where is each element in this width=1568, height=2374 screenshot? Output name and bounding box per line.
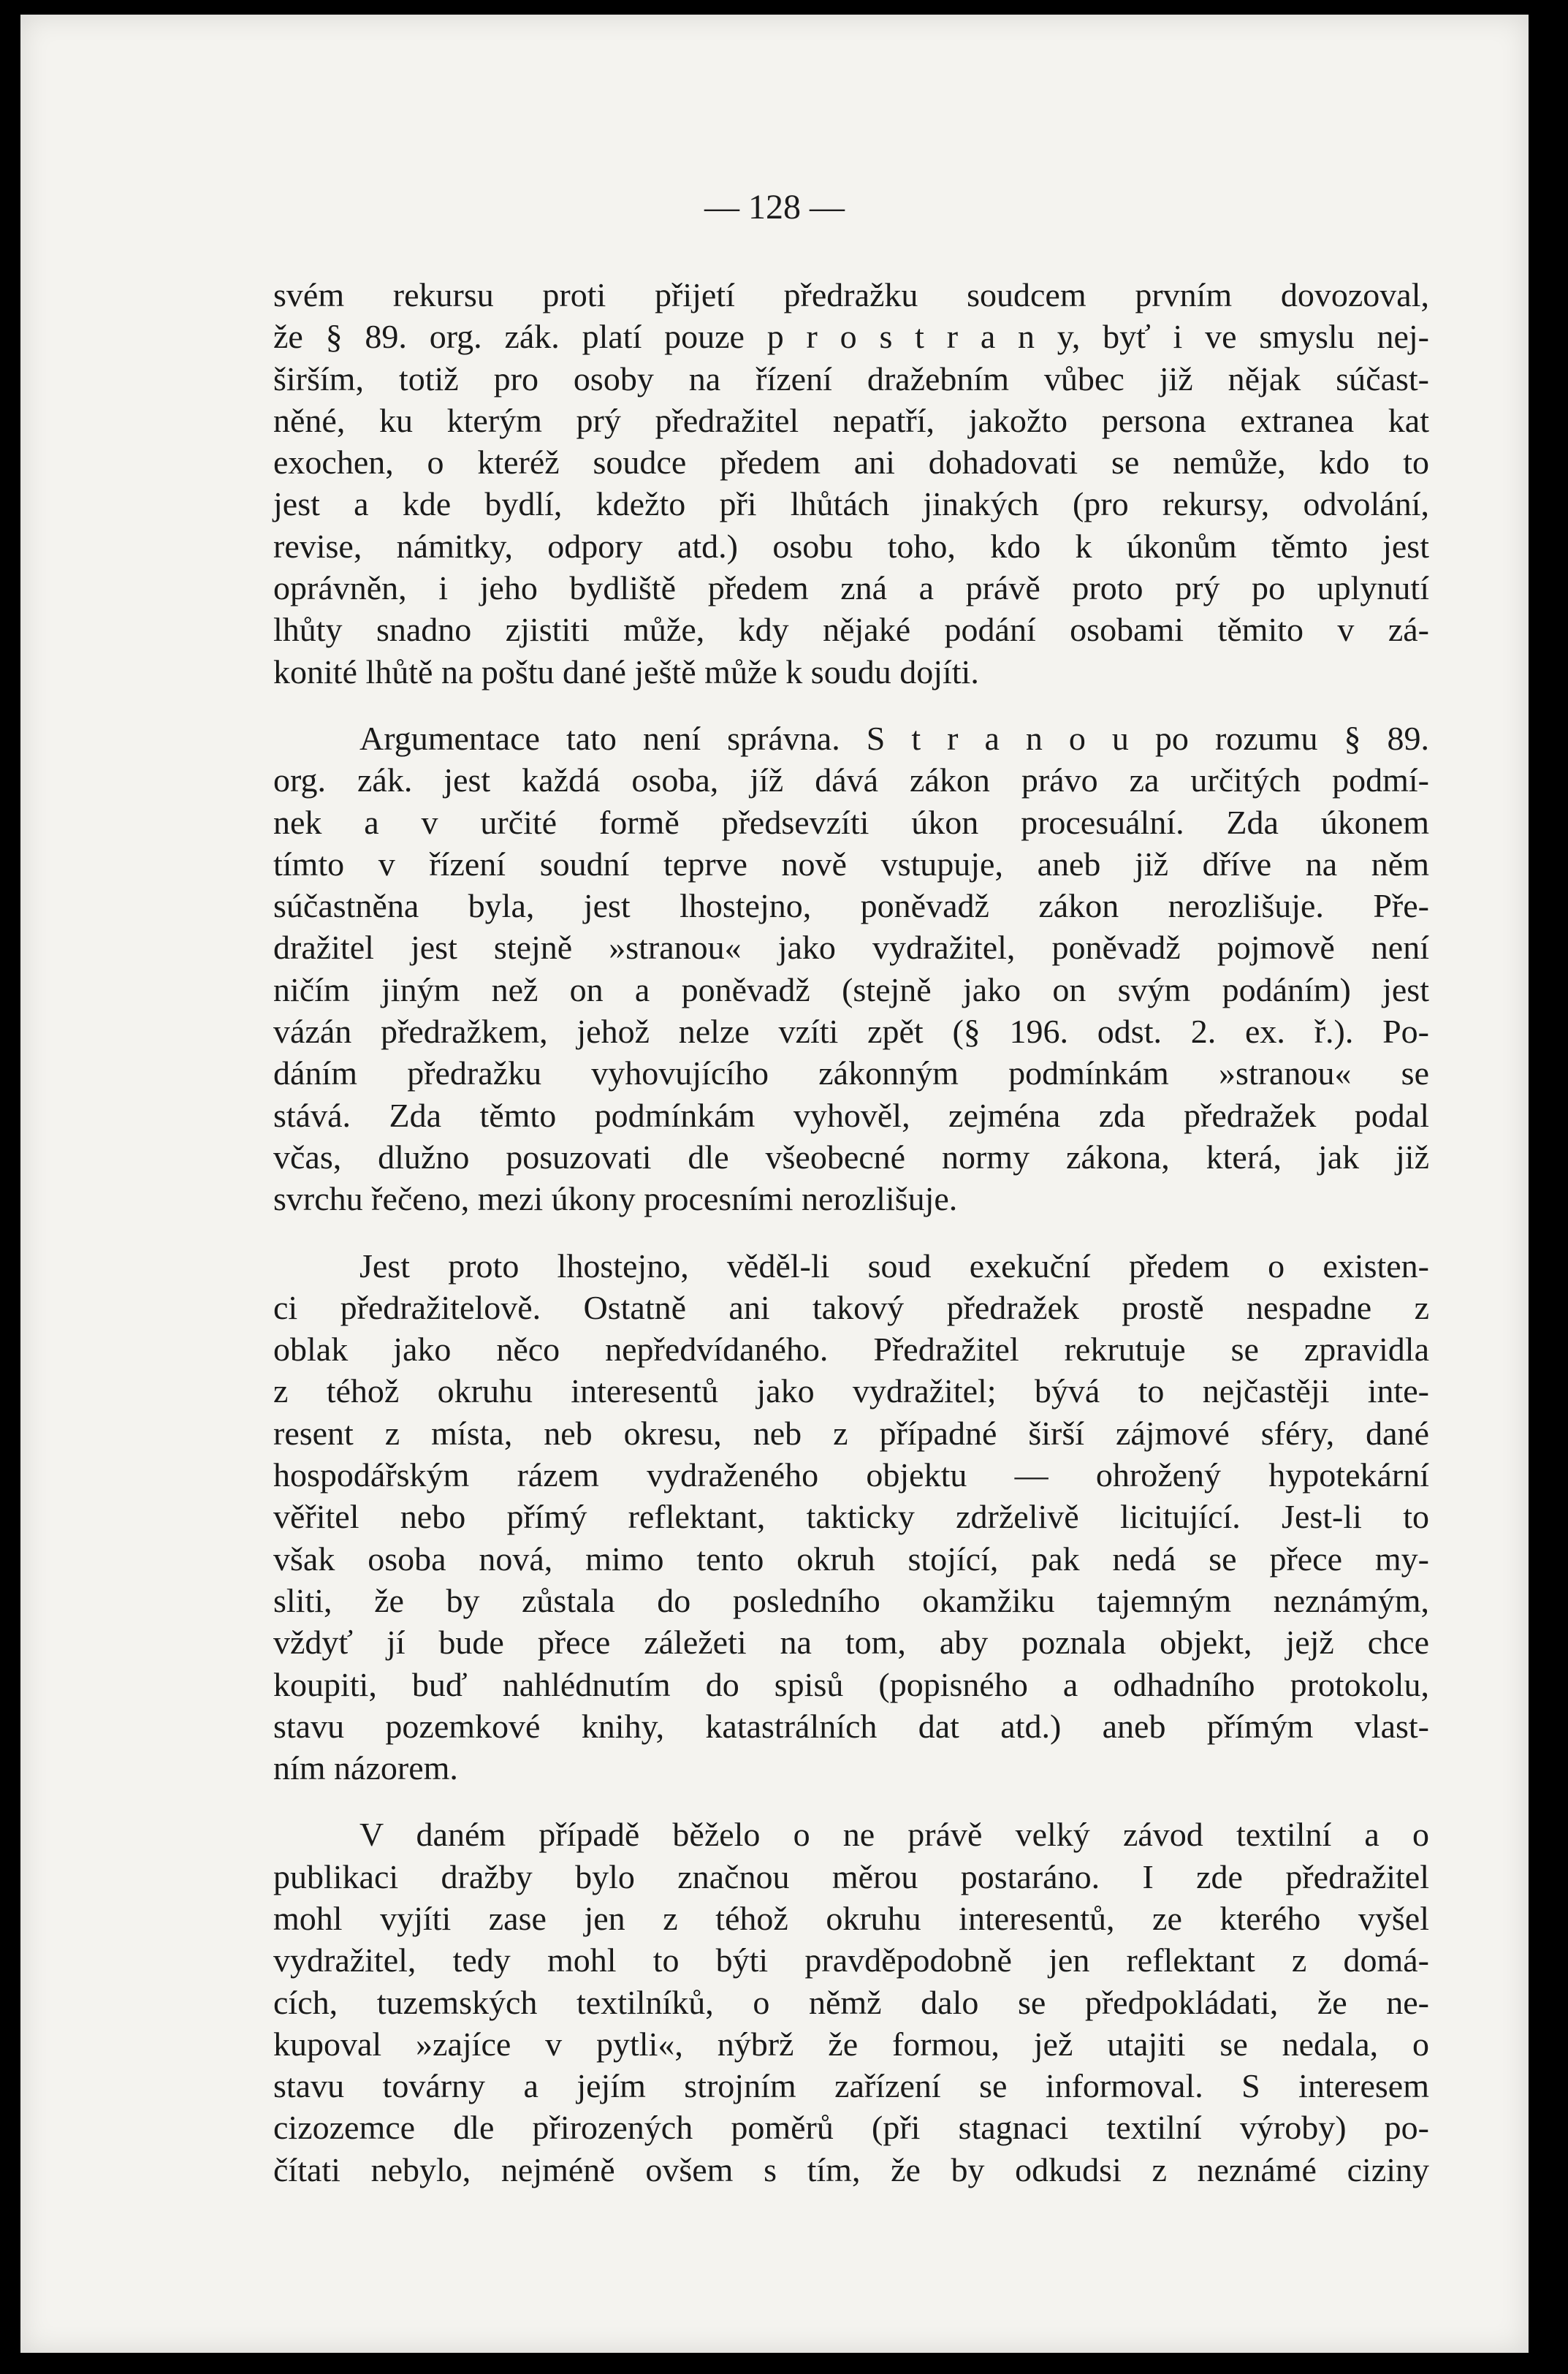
- text-line: z téhož okruhu interesentů jako vydražitel; bývá to nejčastěji inte-: [273, 1372, 1429, 1410]
- text-line: cizozemce dle přirozených poměrů (při stagnaci textilní výroby) po-: [273, 2109, 1429, 2147]
- text-line: Jest proto lhostejno, věděl-li soud exekuční předem o existen-: [359, 1247, 1429, 1285]
- page-number: — 128 —: [704, 188, 845, 227]
- text-line: dáním předražku vyhovujícího zákonným podmínkám »stranou« se: [273, 1054, 1429, 1092]
- text-line: sliti, že by zůstala do posledního okamžiku tajemným neznámým,: [273, 1581, 1429, 1619]
- text-line: nek a v určité formě předsevzíti úkon procesuální. Zda úkonem: [273, 803, 1429, 841]
- text-line: tímto v řízení soudní teprve nově vstupuje, aneb již dříve na něm: [273, 845, 1429, 883]
- text-line: revise, námitky, odpory atd.) osobu toho, kdo k úkonům těmto jest: [273, 527, 1429, 565]
- paragraph: [273, 718, 1429, 1220]
- text-line: však osoba nová, mimo tento okruh stojící, pak nedá se přece my-: [273, 1540, 1429, 1578]
- paragraph: [273, 1814, 1429, 2191]
- text-line: publikaci dražby bylo značnou měrou postaráno. I zde předražitel: [273, 1857, 1429, 1895]
- text-line: vždyť jí bude přece záležeti na tom, aby poznala objekt, jejž chce: [273, 1624, 1429, 1662]
- text-line: org. zák. jest každá osoba, jíž dává zákon právo za určitých podmí-: [273, 761, 1429, 799]
- text-line: širším, totiž pro osoby na řízení dražebním vůbec již nějak súčast-: [273, 359, 1429, 397]
- text-line: ničím jiným než on a poněvadž (stejně jako on svým podáním) jest: [273, 970, 1429, 1008]
- text-line: věřitel nebo přímý reflektant, takticky zdrželivě licitující. Jest-li to: [273, 1498, 1429, 1536]
- text-line: ním názorem.: [273, 1749, 458, 1787]
- text-line: že § 89. org. zák. platí pouze p r o s t r a n y, byť i ve smyslu nej-: [273, 318, 1429, 356]
- text-line: ci předražitelově. Ostatně ani takový předražek prostě nespadne z: [273, 1288, 1429, 1326]
- text-line: exochen, o kteréž soudce předem ani dohadovati se nemůže, kdo to: [273, 444, 1429, 482]
- text-line: resent z místa, neb okresu, neb z případné širší zájmové sféry, dané: [273, 1414, 1429, 1452]
- text-line: cích, tuzemských textilníků, o němž dalo se předpokládati, že ne-: [273, 1983, 1429, 2021]
- book-page: [20, 15, 1529, 2353]
- text-line: včas, dlužno posuzovati dle všeobecné normy zákona, která, jak již: [273, 1138, 1429, 1176]
- paragraph: [273, 274, 1429, 693]
- text-line: mohl vyjíti zase jen z téhož okruhu interesentů, ze kterého vyšel: [273, 1899, 1429, 1937]
- text-line: súčastněna byla, jest lhostejno, poněvadž zákon nerozlišuje. Pře-: [273, 887, 1429, 925]
- paragraph-gap: [273, 693, 1429, 718]
- text-line: dražitel jest stejně »stranou« jako vydražitel, poněvadž pojmově není: [273, 929, 1429, 967]
- text-line: koupiti, buď nahlédnutím do spisů (popisného a odhadního protokolu,: [273, 1665, 1429, 1703]
- text-line: stavu pozemkové knihy, katastrálních dat atd.) aneb přímým vlast-: [273, 1707, 1429, 1745]
- text-line: něné, ku kterým prý předražitel nepatří, jakožto persona extranea kat: [273, 401, 1429, 439]
- text-line: kupoval »zajíce v pytli«, nýbrž že formou, jež utajiti se nedala, o: [273, 2025, 1429, 2063]
- paragraph: [273, 1245, 1429, 1789]
- text-line: V daném případě běželo o ne právě velký závod textilní a o: [359, 1816, 1429, 1854]
- text-line: oblak jako něco nepředvídaného. Předražitel rekrutuje se zpravidla: [273, 1331, 1429, 1369]
- text-line: svém rekursu proti přijetí předražku soudcem prvním dovozoval,: [273, 276, 1429, 313]
- text-line: stavu továrny a jejím strojním zařízení se informoval. S interesem: [273, 2067, 1429, 2105]
- text-line: Argumentace tato není správna. S t r a n o u po rozumu § 89.: [359, 719, 1429, 757]
- text-line: oprávněn, i jeho bydliště předem zná a právě proto prý po uplynutí: [273, 569, 1429, 607]
- paragraph-gap: [273, 1220, 1429, 1245]
- body-text: [273, 274, 1429, 2191]
- text-line: jest a kde bydlí, kdežto při lhůtách jinakých (pro rekursy, odvolání,: [273, 485, 1429, 523]
- paragraph-gap: [273, 1789, 1429, 1814]
- text-line: čítati nebylo, nejméně ovšem s tím, že by odkudsi z neznámé ciziny: [273, 2150, 1429, 2188]
- text-line: konité lhůtě na poštu dané ještě může k soudu dojíti.: [273, 653, 979, 690]
- text-line: lhůty snadno zjistiti může, kdy nějaké podání osobami těmito v zá-: [273, 611, 1429, 649]
- text-line: svrchu řečeno, mezi úkony procesními nerozlišuje.: [273, 1180, 958, 1218]
- text-line: hospodářským rázem vydraženého objektu — ohrožený hypotekární: [273, 1456, 1429, 1494]
- text-line: stává. Zda těmto podmínkám vyhověl, zejména zda předražek podal: [273, 1096, 1429, 1134]
- text-line: vydražitel, tedy mohl to býti pravděpodobně jen reflektant z domá-: [273, 1941, 1429, 1979]
- text-line: vázán předražkem, jehož nelze vzíti zpět (§ 196. odst. 2. ex. ř.). Po-: [273, 1013, 1429, 1051]
